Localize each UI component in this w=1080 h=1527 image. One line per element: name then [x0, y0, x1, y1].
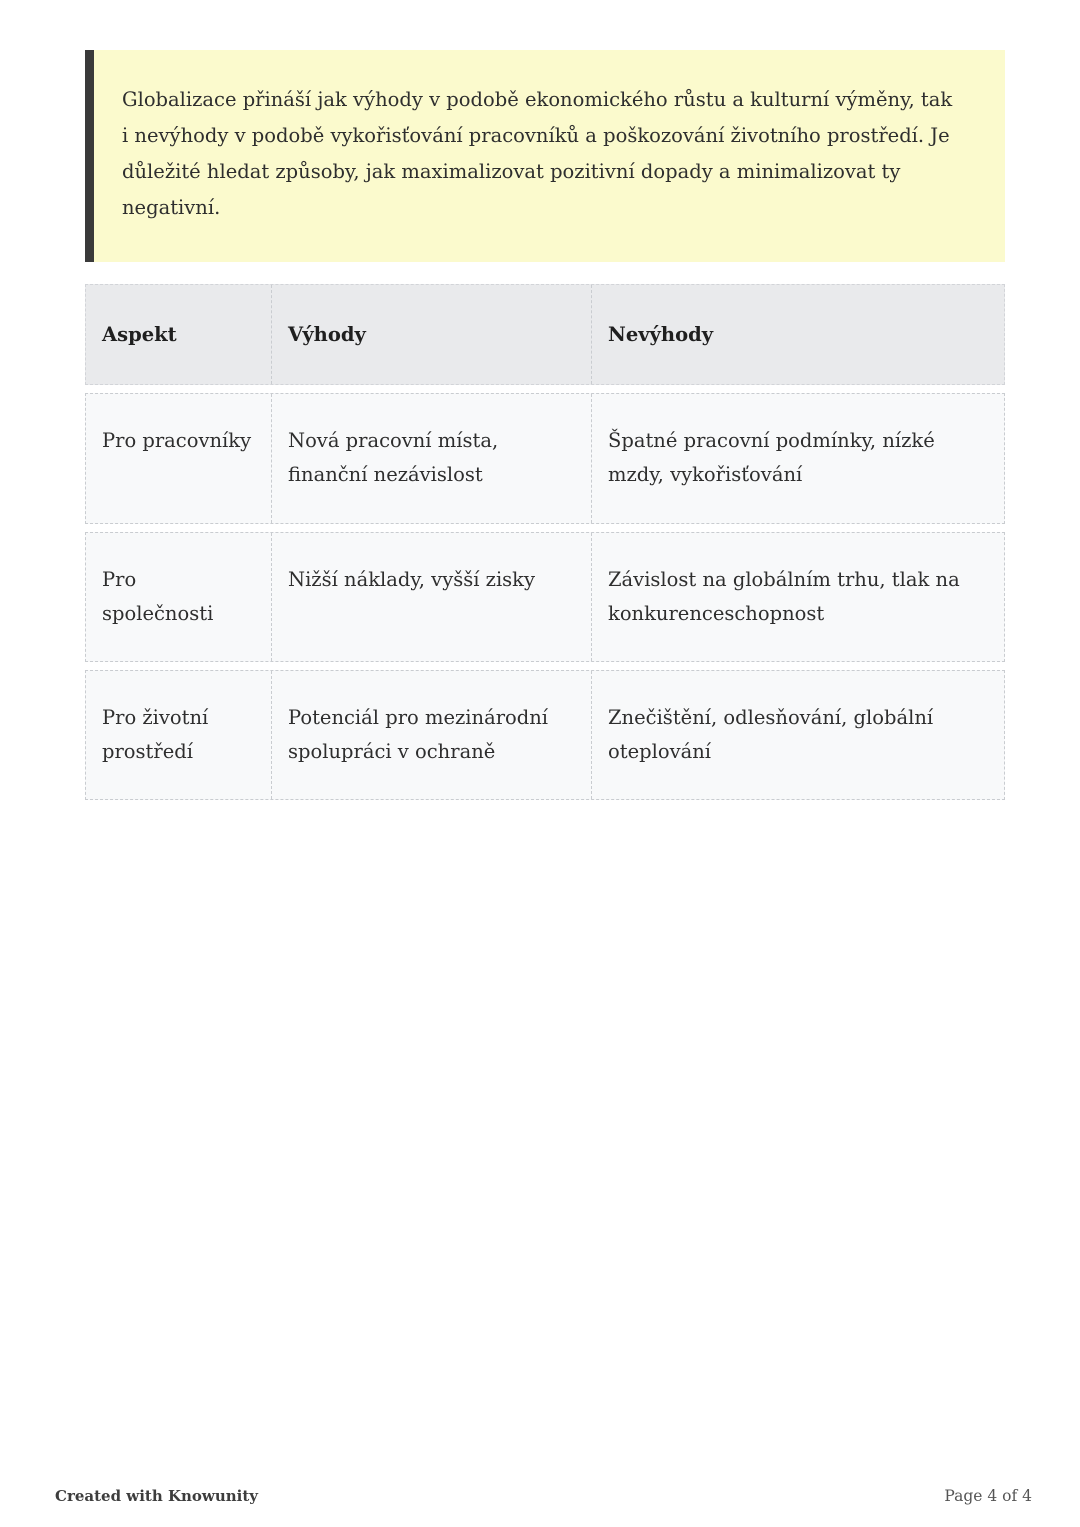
- table-cell-disadvantage: Znečištění, odlesňování, globální oteplování: [591, 671, 1004, 799]
- page-content: [85, 50, 1005, 800]
- comparison-table: [85, 284, 1005, 800]
- highlight-callout: [85, 50, 1005, 262]
- table-cell-disadvantage: Špatné pracovní podmínky, nízké mzdy, vykořisťování: [591, 394, 1004, 522]
- page-number: Page 4 of 4: [944, 1487, 1032, 1505]
- table-row: [85, 393, 1005, 523]
- callout-text: Globalizace přináší jak výhody v podobě ekonomického růstu a kulturní výměny, tak i nevýhody v podobě vykořisťování pracovníků a poškozování životního prostředí. Je důležité hledat způsoby, jak maximalizovat pozitivní dopady a minimalizovat ty negativní.: [122, 88, 953, 220]
- table-cell-disadvantage: Závislost na globálním trhu, tlak na konkurenceschopnost: [591, 533, 1004, 661]
- table-cell-advantage: Potenciál pro mezinárodní spolupráci v ochraně: [271, 671, 591, 799]
- table-cell-advantage: Nižší náklady, vyšší zisky: [271, 533, 591, 661]
- table-header-vyhody: Výhody: [271, 285, 591, 384]
- table-row: [85, 670, 1005, 800]
- table-cell-aspect: Pro pracovníky: [102, 429, 252, 453]
- table-cell-aspect: Pro životní prostředí: [102, 705, 209, 763]
- table-row: [85, 532, 1005, 662]
- footer-branding: Created with Knowunity: [55, 1487, 258, 1505]
- page-footer: [55, 1487, 1032, 1505]
- table-header-aspekt: Aspekt: [102, 323, 177, 347]
- table-cell-advantage: Nová pracovní místa, finanční nezávislost: [271, 394, 591, 522]
- table-cell-aspect: Pro společnosti: [102, 567, 214, 625]
- table-header-row: [85, 284, 1005, 385]
- table-header-nevyhody: Nevýhody: [591, 285, 1004, 384]
